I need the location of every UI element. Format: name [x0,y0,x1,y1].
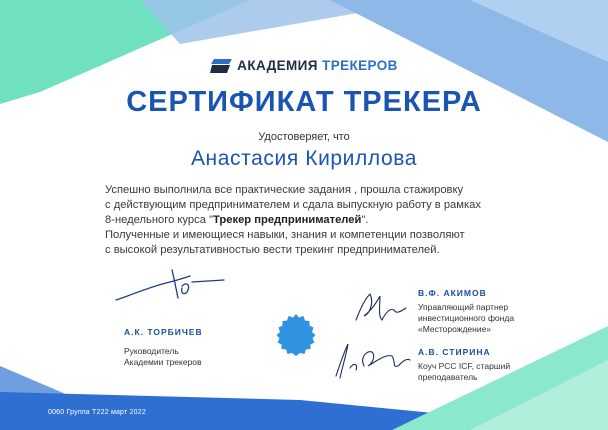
body-line-3-end: ". [361,214,369,226]
body-line-3 [105,213,545,228]
body-line-3-start: 8-недельного курса " [105,214,214,226]
course-name: Трекер предпринимателей [213,214,362,226]
signatory-role-line: Руководитель [124,346,179,356]
signatory-role-line: Управляющий партнер [418,302,509,312]
certifies-label: Удостоверяет, что [258,131,350,143]
signatory-role-line: Академии трекеров [124,357,202,367]
signature-stirina [330,336,422,382]
signatory-name-akimov: В.Ф. АКИМОВ [418,288,487,298]
signatory-name-stirina: А.В. СТИРИНА [418,347,491,357]
signatory-role-line: инвестиционного фонда [418,313,515,323]
certificate-body [105,183,545,258]
signatory-role-torbichev [124,346,254,368]
signatory-role-line: Коуч РСС ICF, старший [418,361,511,371]
signatory-role-akimov [418,302,568,335]
signature-torbichev [112,264,228,306]
body-line-4: Полученные и имеющиеся навыки, знания и компетенции позволяют [105,229,465,241]
logo-text-accent: ТРЕКЕРОВ [322,58,398,73]
logo-text-primary: АКАДЕМИЯ [237,58,318,73]
logo-mark-icon [210,59,232,73]
logo [0,58,608,73]
recipient-name: Анастасия Кириллова [190,147,418,170]
body-line-5: с высокой результативностью вести трекинг предпринимателей. [105,244,440,256]
certificate-footer-code: 0060 Группа Т222 март 2022 [48,409,146,416]
seal-icon [272,313,320,361]
signatory-role-line: преподаватель [418,372,478,382]
signatory-name-torbichev: А.К. ТОРБИЧЕВ [124,327,203,337]
logo-text [237,58,398,73]
signatory-role-line: «Месторождение» [418,324,492,334]
signatory-role-stirina [418,361,568,383]
signature-akimov [350,286,412,328]
body-line-1: Успешно выполнила все практические задания , прошла стажировку [105,184,464,196]
certificate-title: СЕРТИФИКАТ ТРЕКЕРА [126,86,482,118]
body-line-2: с действующим предпринимателем и сдала выпускную работу в рамках [105,199,481,211]
